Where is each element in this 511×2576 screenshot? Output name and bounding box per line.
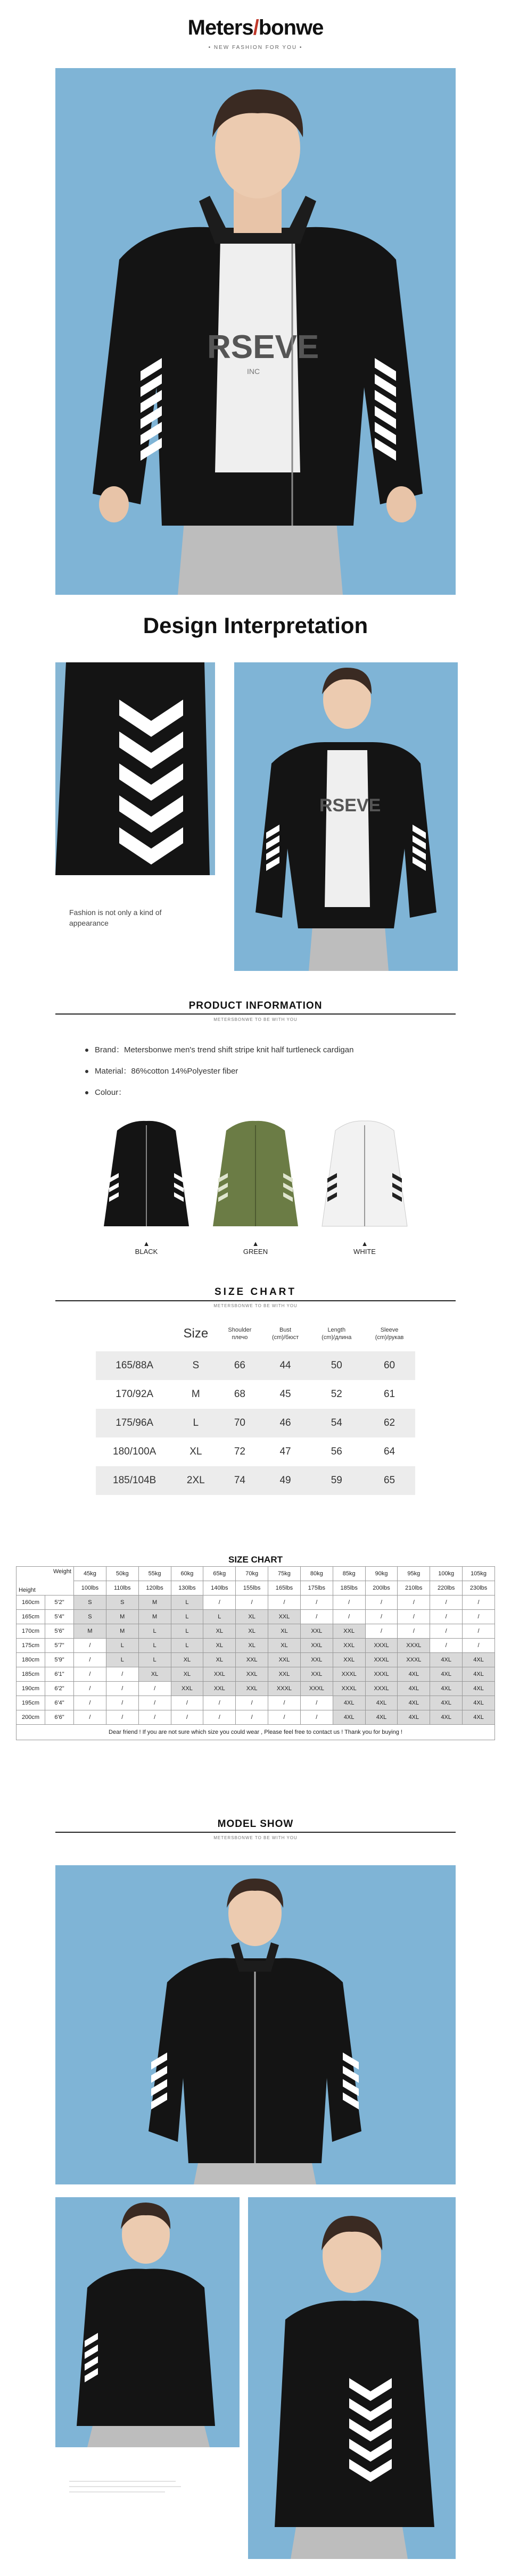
size-grid-cell: / <box>463 1596 495 1610</box>
model-show-divider <box>55 1832 456 1833</box>
size-grid-cell: XXXL <box>365 1653 398 1667</box>
size-chart-cell: 68 <box>234 1389 245 1400</box>
size-grid-cell: / <box>171 1696 203 1710</box>
size-grid-cell: XXL <box>268 1653 301 1667</box>
size-grid-cell: XL <box>171 1653 203 1667</box>
size-chart-row <box>96 1380 415 1409</box>
size-grid-cell: / <box>268 1696 301 1710</box>
size-grid-cell: / <box>463 1610 495 1624</box>
size-chart-cell: 47 <box>279 1446 291 1457</box>
size-chart-cell: S <box>173 1351 218 1380</box>
size-chart-header-cell <box>96 1316 173 1351</box>
size-chart-2-title: SIZE CHART <box>228 1555 283 1565</box>
size-grid-cell: XXXL <box>365 1639 398 1653</box>
height-ft-cell: 5'9" <box>45 1653 74 1667</box>
height-cm-cell: 190cm <box>17 1682 45 1696</box>
weight-lbs-cell: 120lbs <box>138 1581 171 1596</box>
size-grid-cell: / <box>171 1710 203 1725</box>
weight-kg-cell: 55kg <box>138 1567 171 1581</box>
height-ft-cell: 6'1" <box>45 1667 74 1682</box>
size-grid-footer-row <box>17 1725 495 1740</box>
size-grid-cell: S <box>74 1596 106 1610</box>
weight-label: Weight <box>53 1568 71 1575</box>
size-grid-cell: XXXL <box>398 1653 430 1667</box>
size-grid-cell: / <box>398 1596 430 1610</box>
size-grid-cell: XXL <box>236 1667 268 1682</box>
size-grid-cell: / <box>236 1596 268 1610</box>
size-grid-cell: L <box>171 1624 203 1639</box>
product-info-divider <box>55 1013 456 1015</box>
height-ft-cell: 5'4" <box>45 1610 74 1624</box>
size-chart-cell: 61 <box>383 1389 395 1400</box>
size-chart-cell: 165/88A <box>96 1351 173 1380</box>
size-chart-cell: XL <box>189 1446 202 1457</box>
size-grid-cell: XL <box>268 1624 301 1639</box>
size-grid-cell: L <box>138 1653 171 1667</box>
size-grid-cell: / <box>203 1696 236 1710</box>
size-grid-cell: 4XL <box>463 1710 495 1725</box>
product-info-title: PRODUCT INFORMATION <box>188 1000 323 1011</box>
size-grid-cell: / <box>365 1610 398 1624</box>
size-grid-cell: 4XL <box>333 1710 365 1725</box>
size-grid-cell: / <box>300 1710 333 1725</box>
size-grid-cell: XL <box>203 1653 236 1667</box>
weight-kg-cell: 45kg <box>74 1567 106 1581</box>
size-grid-row <box>17 1696 495 1710</box>
size-grid-cell: L <box>138 1624 171 1639</box>
size-chart-cell: 185/104B <box>96 1466 173 1495</box>
size-grid-cell: 4XL <box>398 1696 430 1710</box>
size-grid-row <box>17 1653 495 1667</box>
size-chart-cell: 175/96A <box>96 1409 173 1437</box>
size-grid-corner <box>17 1567 74 1596</box>
weight-kg-cell: 60kg <box>171 1567 203 1581</box>
size-chart-cell: 54 <box>310 1409 364 1437</box>
weight-lbs-cell: 210lbs <box>398 1581 430 1596</box>
swatch-white <box>319 1115 410 1232</box>
size-grid-cell: / <box>236 1710 268 1725</box>
size-grid-cell: XXL <box>171 1682 203 1696</box>
size-chart-header-cell: Length (cm)/длина <box>322 1327 352 1341</box>
size-chart-cell: M <box>191 1389 200 1400</box>
size-grid-cell: 4XL <box>365 1696 398 1710</box>
size-chart-header-row <box>96 1316 415 1351</box>
size-grid-cell: / <box>430 1596 463 1610</box>
size-grid-cell: S <box>74 1610 106 1624</box>
height-ft-cell: 6'4" <box>45 1696 74 1710</box>
size-grid-cell: / <box>106 1696 138 1710</box>
size-grid-cell: XXL <box>236 1653 268 1667</box>
weight-kg-cell: 80kg <box>300 1567 333 1581</box>
height-cm-cell: 165cm <box>17 1610 45 1624</box>
size-grid-cell: XL <box>203 1639 236 1653</box>
weight-lbs-cell: 165lbs <box>268 1581 301 1596</box>
swatch-label-green: ▲ GREEN <box>243 1240 268 1256</box>
size-grid-cell: XL <box>203 1624 236 1639</box>
size-grid-cell: / <box>365 1596 398 1610</box>
size-grid-row <box>17 1624 495 1639</box>
size-grid-cell: XXL <box>300 1639 333 1653</box>
size-grid-cell: / <box>430 1624 463 1639</box>
height-cm-cell: 180cm <box>17 1653 45 1667</box>
weight-lbs-cell: 130lbs <box>171 1581 203 1596</box>
size-grid-cell: XXL <box>268 1610 301 1624</box>
swatch-label-black: ▲ BLACK <box>135 1240 158 1256</box>
weight-lbs-cell: 100lbs <box>74 1581 106 1596</box>
size-grid-cell: L <box>138 1639 171 1653</box>
size-chart-title: SIZE CHART <box>215 1286 296 1298</box>
size-grid-cell: M <box>106 1610 138 1624</box>
hero-shirt-print: RSEVE <box>207 329 319 365</box>
size-grid-cell: 4XL <box>365 1710 398 1725</box>
weight-lbs-cell: 185lbs <box>333 1581 365 1596</box>
size-grid-cell: / <box>74 1696 106 1710</box>
size-grid-cell: / <box>398 1610 430 1624</box>
size-grid-cell: L <box>203 1610 236 1624</box>
model-show-subtitle: METERSBONWE TO BE WITH YOU <box>213 1835 298 1840</box>
size-grid-cell: / <box>74 1639 106 1653</box>
size-chart-cell: 60 <box>364 1351 415 1380</box>
size-grid-cell: L <box>106 1653 138 1667</box>
size-chart-cell: 59 <box>310 1466 364 1495</box>
size-grid-cell: / <box>268 1596 301 1610</box>
svg-text:INC: INC <box>247 367 260 376</box>
size-grid-cell: 4XL <box>463 1653 495 1667</box>
size-chart-cell: L <box>173 1409 218 1437</box>
height-cm-cell: 175cm <box>17 1639 45 1653</box>
size-grid-cell: / <box>74 1653 106 1667</box>
size-grid-cell: 4XL <box>463 1696 495 1710</box>
size-grid-cell: M <box>138 1610 171 1624</box>
size-grid-cell: / <box>106 1667 138 1682</box>
size-grid-row <box>17 1710 495 1725</box>
size-grid-cell: / <box>106 1682 138 1696</box>
size-grid-cell: 4XL <box>430 1710 463 1725</box>
size-grid-cell: XXL <box>203 1667 236 1682</box>
hero-photo <box>55 68 456 595</box>
height-cm-cell: 195cm <box>17 1696 45 1710</box>
model-show-photo-1 <box>55 1865 456 2184</box>
weight-lbs-cell: 230lbs <box>463 1581 495 1596</box>
size-grid-cell: / <box>333 1610 365 1624</box>
size-chart-header-cell: Size <box>183 1326 209 1341</box>
size-grid-cell: XXL <box>300 1653 333 1667</box>
height-cm-cell: 170cm <box>17 1624 45 1639</box>
size-grid-cell: XXXL <box>365 1667 398 1682</box>
size-grid-cell: 4XL <box>398 1667 430 1682</box>
size-grid-cell: XXXL <box>398 1639 430 1653</box>
height-label: Height <box>19 1587 36 1593</box>
weight-height-size-table <box>16 1566 495 1740</box>
size-grid-row <box>17 1610 495 1624</box>
size-chart-table <box>96 1316 415 1495</box>
colour-line: Colour： <box>85 1086 126 1098</box>
size-grid-cell: / <box>463 1624 495 1639</box>
model-show-photo-2 <box>55 2197 240 2447</box>
size-grid-cell: 4XL <box>430 1682 463 1696</box>
model-show-title: MODEL SHOW <box>217 1818 294 1830</box>
svg-text:RSEVE: RSEVE <box>319 795 381 816</box>
size-chart-cell: 62 <box>364 1409 415 1437</box>
brand-logo: Meters/bonwe <box>187 16 324 39</box>
size-chart-header-cell: Bust (cm)/бюст <box>271 1327 299 1341</box>
size-chart-header-cell: Shoulder плечо <box>228 1327 252 1341</box>
weight-lbs-cell: 155lbs <box>236 1581 268 1596</box>
brand-tagline: • NEW FASHION FOR YOU • <box>208 45 303 51</box>
product-info-subtitle: METERSBONWE TO BE WITH YOU <box>213 1017 298 1022</box>
height-cm-cell: 160cm <box>17 1596 45 1610</box>
weight-kg-cell: 90kg <box>365 1567 398 1581</box>
size-grid-cell: / <box>74 1667 106 1682</box>
size-grid-cell: XL <box>138 1667 171 1682</box>
height-ft-cell: 6'6" <box>45 1710 74 1725</box>
size-grid-cell: / <box>236 1696 268 1710</box>
height-cm-cell: 185cm <box>17 1667 45 1682</box>
size-chart-cell: 72 <box>234 1446 245 1457</box>
size-chart-cell: 64 <box>383 1446 395 1457</box>
size-grid-cell: XXL <box>268 1667 301 1682</box>
size-grid-cell: 4XL <box>430 1696 463 1710</box>
model-show-photo-3 <box>248 2197 456 2559</box>
height-ft-cell: 6'2" <box>45 1682 74 1696</box>
size-chart-cell: 2XL <box>173 1466 218 1495</box>
size-grid-cell: L <box>171 1639 203 1653</box>
size-chart-cell: 170/92A <box>116 1389 154 1400</box>
swatch-green <box>210 1115 301 1232</box>
size-grid-cell: M <box>106 1624 138 1639</box>
size-grid-cell: 4XL <box>463 1682 495 1696</box>
size-grid-cell: / <box>74 1710 106 1725</box>
size-grid-cell: XXL <box>333 1624 365 1639</box>
size-grid-cell: / <box>203 1710 236 1725</box>
weight-kg-cell: 95kg <box>398 1567 430 1581</box>
size-grid-row <box>17 1639 495 1653</box>
size-grid-row <box>17 1682 495 1696</box>
size-grid-cell: XL <box>236 1624 268 1639</box>
weight-kg-cell: 50kg <box>106 1567 138 1581</box>
size-grid-cell: 4XL <box>398 1682 430 1696</box>
weight-kg-cell: 100kg <box>430 1567 463 1581</box>
design-caption: Fashion is not only a kind of appearance <box>69 908 162 927</box>
size-grid-cell: XXXL <box>333 1667 365 1682</box>
brand-line: Brand：Metersbonwe men's trend shift stripe knit half turtleneck cardigan <box>85 1044 353 1055</box>
height-cm-cell: 200cm <box>17 1710 45 1725</box>
size-chart-row <box>96 1437 415 1466</box>
size-grid-cell: / <box>203 1596 236 1610</box>
weight-kg-cell: 65kg <box>203 1567 236 1581</box>
swatch-black <box>101 1115 192 1232</box>
size-grid-cell: / <box>138 1710 171 1725</box>
size-chart-cell: 74 <box>218 1466 261 1495</box>
size-grid-cell: / <box>430 1639 463 1653</box>
height-ft-cell: 5'7" <box>45 1639 74 1653</box>
size-grid-cell: XXL <box>333 1639 365 1653</box>
size-grid-row <box>17 1596 495 1610</box>
size-chart-cell: 180/100A <box>113 1446 156 1457</box>
size-chart-subtitle: METERSBONWE TO BE WITH YOU <box>213 1303 298 1308</box>
size-grid-cell: / <box>138 1682 171 1696</box>
decorative-text-lines <box>69 2477 186 2508</box>
size-grid-cell: 4XL <box>398 1710 430 1725</box>
size-chart-cell: 70 <box>218 1409 261 1437</box>
size-grid-cell: XXXL <box>333 1682 365 1696</box>
weight-lbs-cell: 140lbs <box>203 1581 236 1596</box>
size-grid-cell: XXXL <box>268 1682 301 1696</box>
size-chart-row <box>96 1351 415 1380</box>
weight-lbs-cell: 220lbs <box>430 1581 463 1596</box>
size-chart-divider <box>55 1300 456 1301</box>
size-grid-cell: XL <box>236 1639 268 1653</box>
size-grid-cell: / <box>268 1710 301 1725</box>
size-grid-footer: Dear friend ! If you are not sure which size you could wear , Please feel free to contact us ! Thank you for buying ! <box>17 1725 495 1740</box>
height-ft-cell: 5'6" <box>45 1624 74 1639</box>
size-grid-cell: XXL <box>300 1667 333 1682</box>
size-chart-cell: 66 <box>218 1351 261 1380</box>
size-grid-cell: XL <box>171 1667 203 1682</box>
size-grid-cell: XXL <box>236 1682 268 1696</box>
size-grid-cell: / <box>300 1596 333 1610</box>
weight-kg-cell: 75kg <box>268 1567 301 1581</box>
size-chart-header-cell: Sleeve (cm)/рукав <box>375 1327 404 1341</box>
detail-model-photo <box>234 662 458 971</box>
size-chart-cell: 56 <box>331 1446 342 1457</box>
material-line: Material：86%cotton 14%Polyester fiber <box>85 1065 238 1076</box>
size-chart-cell: 52 <box>331 1389 342 1400</box>
size-grid-cell: M <box>74 1624 106 1639</box>
size-grid-cell: / <box>365 1624 398 1639</box>
size-grid-cell: / <box>106 1710 138 1725</box>
size-grid-cell: S <box>106 1596 138 1610</box>
size-grid-cell: / <box>398 1624 430 1639</box>
size-grid-cell: 4XL <box>463 1667 495 1682</box>
size-grid-cell: / <box>333 1596 365 1610</box>
size-grid-cell: M <box>138 1596 171 1610</box>
size-grid-lbs-row <box>17 1581 495 1596</box>
size-grid-cell: 4XL <box>430 1667 463 1682</box>
size-chart-cell: 45 <box>279 1389 291 1400</box>
size-chart-row <box>96 1466 415 1495</box>
height-ft-cell: 5'2" <box>45 1596 74 1610</box>
size-grid-cell: XXL <box>333 1653 365 1667</box>
size-grid-cell: / <box>430 1610 463 1624</box>
sleeve-detail-photo <box>55 662 215 875</box>
size-grid-cell: / <box>300 1610 333 1624</box>
size-grid-cell: XL <box>236 1610 268 1624</box>
weight-lbs-cell: 200lbs <box>365 1581 398 1596</box>
size-grid-cell: / <box>74 1682 106 1696</box>
size-grid-row <box>17 1667 495 1682</box>
design-interpretation-title: Design Interpretation <box>143 613 368 638</box>
size-grid-cell: 4XL <box>430 1653 463 1667</box>
size-grid-cell: 4XL <box>333 1696 365 1710</box>
weight-lbs-cell: 175lbs <box>300 1581 333 1596</box>
size-chart-cell: 46 <box>261 1409 310 1437</box>
size-grid-cell: L <box>106 1639 138 1653</box>
size-chart-cell: 50 <box>310 1351 364 1380</box>
size-grid-cell: XXL <box>203 1682 236 1696</box>
size-grid-cell: / <box>138 1696 171 1710</box>
swatch-label-white: ▲ WHITE <box>353 1240 376 1256</box>
weight-kg-cell: 105kg <box>463 1567 495 1581</box>
weight-kg-cell: 70kg <box>236 1567 268 1581</box>
size-grid-kg-row <box>17 1567 495 1581</box>
size-chart-cell: 49 <box>261 1466 310 1495</box>
size-grid-cell: XXXL <box>300 1682 333 1696</box>
size-chart-cell: 65 <box>364 1466 415 1495</box>
size-grid-cell: L <box>171 1596 203 1610</box>
size-chart-row <box>96 1409 415 1437</box>
weight-lbs-cell: 110lbs <box>106 1581 138 1596</box>
size-grid-cell: L <box>171 1610 203 1624</box>
weight-kg-cell: 85kg <box>333 1567 365 1581</box>
size-grid-cell: / <box>300 1696 333 1710</box>
size-grid-cell: / <box>463 1639 495 1653</box>
size-grid-cell: XL <box>268 1639 301 1653</box>
size-grid-cell: XXL <box>300 1624 333 1639</box>
size-chart-cell: 44 <box>261 1351 310 1380</box>
size-grid-cell: XXXL <box>365 1682 398 1696</box>
